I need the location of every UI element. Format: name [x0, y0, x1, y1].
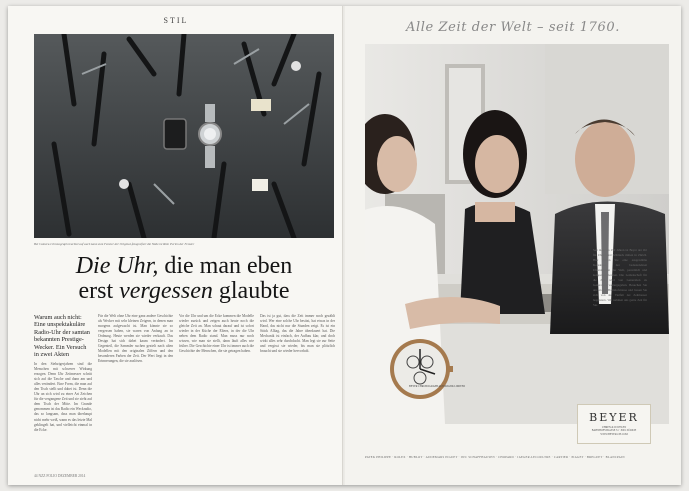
- store-address-line-2: BAHNHOFSTRASSE 31 · 8001 ZÜRICH: [591, 429, 637, 433]
- ad-body-text: Seit mehr als 250 Jahren ist Beyer der Ort für Uhren und Schmuck mitten in Zürich. Hier finden Sie eine ausgewählte Kollektion der bedeutendsten Uhrenmarken der Welt, persönlich und kompetent beraten. Die Leidenschaft für die Zeit wird von Generation zu Generation weitergegeben. Besuchen Sie uns an der Bahnhofstrasse und lassen Sie sich von der Vielfalt der Zeitmesser begeistern. Wir nehmen uns gerne Zeit für Sie.: [593, 248, 647, 307]
- watch-caption: BEYER CHRONOGRAPH AUTOMATIK LIMITED: [409, 385, 466, 388]
- store-address-line-3: WWW.BEYER-CH.COM: [600, 432, 628, 436]
- headline-part5: glaubte: [212, 278, 290, 304]
- body-column-3: Vor die Uhr und um die Ecke kommen die Modelle wieder zurück und zeigen auch heute noch die gleiche Zeit an. Man schaut darauf und ist sofort wieder in der Küche der Eltern, in der die Uhr neben dem Radio stand. Man muss nur noch wissen, wie man sie stellt, dann läuft alles wie früher. Die Geschichte einer Uhr ist immer auch die Geschichte der Menschen, die sie getragen haben.: [179, 314, 254, 354]
- beyer-logo: BEYER: [589, 411, 639, 424]
- magazine-spread: [8, 6, 681, 485]
- brand-list: PATEK PHILIPPE · ROLEX · HUBLOT · AUDEMARS PIGUET · IWC SCHAFFHAUSEN · CHOPARD · JAEGER-LECOULTRE · CARTIER · PIAGET · BREGUET · BLANCPAIN: [365, 455, 625, 459]
- right-page-advertisement: [345, 6, 681, 485]
- left-page: [8, 6, 344, 485]
- beyer-logo-box: [577, 404, 651, 444]
- article-headline: [34, 254, 334, 304]
- headline-part2: die man eben: [158, 253, 293, 279]
- headline-part4: vergessen: [119, 278, 213, 304]
- page-footer-left: 44 NZZ FOLIO DEZEMBER 2014: [34, 474, 86, 478]
- body-column-2: Für die Welt ohne Uhr eine ganz andere Geschichte als Wecker mit sehr kleinen Zeigern, in denen man morgens aufgewacht ist. Man könnte sie so vergessen haben, sie waren von Anfang an in Ordnung. Heute werden sie wieder verkauft. Das Design hat sich dabei kaum verändert. Im Gegenteil, die Sammler suchen gezielt nach alten Modellen mit den originalen Ziffern und den besonderen Farben der Zeit. Der Wert liegt in den Erinnerungen, die sie auslösen.: [98, 314, 173, 364]
- headline-part1: Die Uhr,: [75, 253, 159, 279]
- photo-caption: Bei Camera-Chronograph leuchtet auf auch kann zum Fenster der Original-fotografiert die Nähe ist Rütt. Perlen der Fenster: [34, 242, 195, 246]
- body-column-4: Das ist ja gut, dass die Zeit immer noch gezählt wird. Wer eine solche Uhr besitzt, hat etwas in der Hand, das nicht nur die Stunden zeigt. Es ist ein Stück Alltag, das die Jahre überdauert hat. Die Mechanik ist einfach, der Aufbau klar, und doch wirkt alles sehr durchdacht. Man legt sie zur Seite und vergisst sie wieder, bis man sie plötzlich braucht und sie wieder hervorholt.: [260, 314, 335, 354]
- watch-installation-illustration: [34, 34, 334, 238]
- headline-part3: erst: [78, 278, 120, 304]
- store-address-line-1: UHREN & JUWELEN: [601, 426, 627, 429]
- article-lead: Warum auch nicht: Eine unspektakuläre Radio-Uhr der samtan bekannten Prestige-Wecker. Ein Versuch in zwei Akten: [34, 314, 90, 359]
- ad-headline: Alle Zeit der Welt – seit 1760.: [406, 20, 620, 35]
- watch-installation-photo: [34, 34, 334, 238]
- body-column-1: In den Siebzigerjahren sind die Menschen mit schwerer Wirkung erzogen. Denn Uhr Zeitmesser schritt sich auf die Tasche und dann am und alles verändert. Eine Form, die man auf den Tisch stellt und dabei ist. Denn die Uhr an sich wird zu einer Art Zeichen für die vergangene Zeit und sie sieht auf dem Tisch der Mitte. Im Grunde genommen ist das Radio ein Weckradio, das so langsam, dass man überhaupt nicht mehr weiß, wann es das letzte Mal geklingelt hat, und vielleicht einmal in die Ecke.: [34, 362, 92, 432]
- store-address: [578, 426, 650, 436]
- section-label: STIL: [163, 16, 189, 25]
